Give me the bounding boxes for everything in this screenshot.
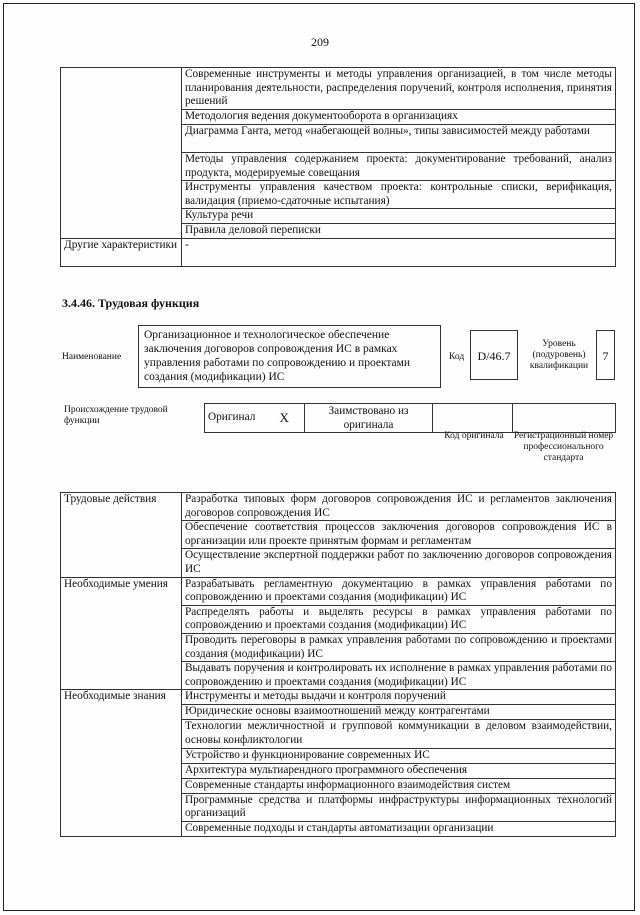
knowledge-item: Архитектура мультиарендного программного обеспечения xyxy=(182,763,616,778)
original-mark: X xyxy=(265,404,305,433)
borrowed-label: Заимствовано из оригинала xyxy=(305,404,433,433)
knowledge-item: Юридические основы взаимоотношений между контрагентами xyxy=(182,705,616,720)
original-label: Оригинал xyxy=(205,404,265,433)
name-label: Наименование xyxy=(62,352,122,362)
skill-item: Проводить переговоры в рамках управления работами по сопровождению и проектами создания (модификации) ИС xyxy=(182,633,616,661)
other-characteristics-label: Другие характеристики xyxy=(61,239,182,267)
knowledge-item: Современные стандарты информационного взаимодействия систем xyxy=(182,778,616,793)
origin-table xyxy=(204,403,616,433)
knowledge-item: Современные инструменты и методы управления организацией, в том числе методы планирования деятельности, распределения поручений, контроля исполнения, принятия решений xyxy=(182,68,616,110)
labor-action-item: Разработка типовых форм договоров сопровождения ИС и регламентов заключения договоров сопровождения ИС xyxy=(182,493,616,521)
knowledge-item: Диаграмма Ганта, метод «набегающей волны», типы зависимостей между работами xyxy=(182,125,616,153)
required-skills-label: Необходимые умения xyxy=(61,577,182,690)
knowledge-item: Современные подходы и стандарты автоматизации организации xyxy=(182,821,616,836)
skill-item: Разрабатывать регламентную документацию в рамках управления работами по сопровождению и проектами создания (модификации) ИС xyxy=(182,577,616,605)
labor-function-table xyxy=(60,492,616,837)
labor-action-item: Обеспечение соответствия процессов заключения договоров сопровождения ИС в организации или проекте принятым формам и регламентам xyxy=(182,521,616,549)
other-characteristics-value: - xyxy=(182,239,616,267)
level-value: 7 xyxy=(596,330,615,380)
knowledge-item: Программные средства и платформы инфраструктуры информационных технологий организаций xyxy=(182,793,616,821)
knowledge-item: Инструменты управления качеством проекта: контрольные списки, верификация, валидация (приемо-сдаточные испытания) xyxy=(182,181,616,209)
original-code-cell xyxy=(433,404,513,433)
labor-actions-label: Трудовые действия xyxy=(61,493,182,578)
skill-item: Распределять работы и выделять ресурсы в рамках управления работами по сопровождению и проектами создания (модификации) ИС xyxy=(182,605,616,633)
knowledge-continued-table xyxy=(60,67,616,267)
knowledge-item: Методология ведения документооборота в организациях xyxy=(182,110,616,125)
code-caption: Код оригинала xyxy=(444,431,504,441)
knowledge-item: Устройство и функционирование современных ИС xyxy=(182,748,616,763)
labor-action-item: Осуществление экспертной поддержки работ по заключению договоров сопровождения ИС xyxy=(182,549,616,577)
knowledge-item: Технологии межличностной и групповой коммуникации в деловом взаимодействии, основы конфликтологии xyxy=(182,720,616,748)
page-number: 209 xyxy=(311,35,329,49)
knowledge-item: Инструменты и методы выдачи и контроля поручений xyxy=(182,690,616,705)
knowledge-item: Методы управления содержанием проекта: документирование требований, анализ продукта, модерируемые совещания xyxy=(182,153,616,181)
name-value: Организационное и технологическое обеспечение заключения договоров сопровождения ИС в рамках управления работами по сопровождению и проектами создания (модификации) ИС xyxy=(138,325,441,388)
knowledge-item: Культура речи xyxy=(182,209,616,224)
code-label: Код xyxy=(449,352,465,362)
level-label: Уровень (подуровень) квалификации xyxy=(529,339,589,371)
origin-label: Происхождение трудовой функции xyxy=(64,405,168,426)
code-value: D/46.7 xyxy=(470,330,518,380)
skill-item: Выдавать поручения и контролировать их исполнение в рамках управления работами по сопровождению и проектами создания (модификации) ИС xyxy=(182,662,616,690)
section-heading: 3.4.46. Трудовая функция xyxy=(62,296,200,310)
continued-label-cell xyxy=(61,68,182,239)
required-knowledge-label: Необходимые знания xyxy=(61,690,182,836)
registration-caption: Регистрационный номер профессионального стандарта xyxy=(513,431,614,463)
registration-number-cell xyxy=(513,404,616,433)
knowledge-item: Правила деловой переписки xyxy=(182,224,616,239)
